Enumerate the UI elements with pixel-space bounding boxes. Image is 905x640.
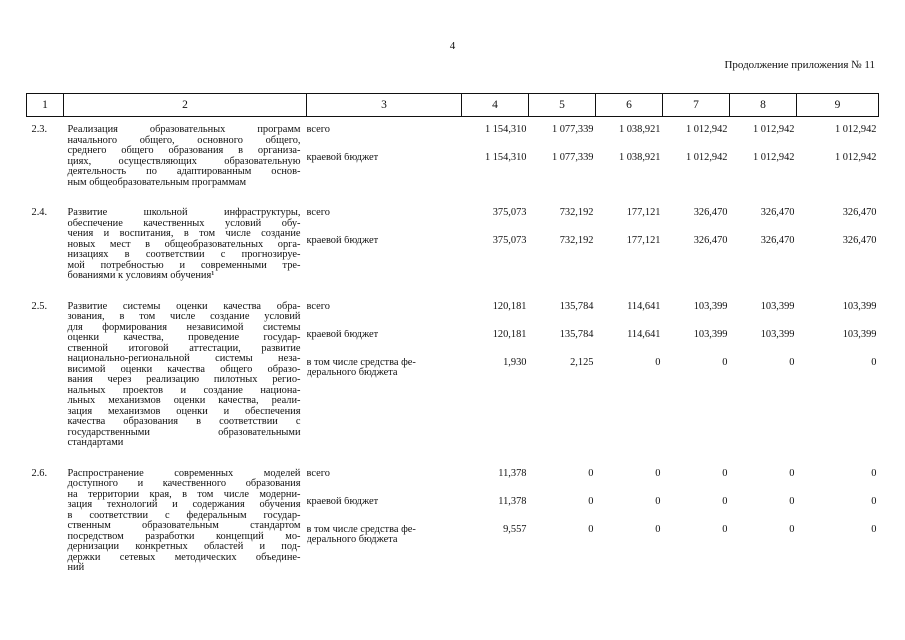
source-label: краевой бюджет	[306, 496, 379, 507]
value-cell: 9,557	[503, 524, 527, 535]
description-line: стандартами	[67, 437, 124, 448]
source-label: всего	[306, 301, 330, 312]
row-values-col-9	[797, 117, 879, 189]
description-line: низациях в соответствии с прогнозируе-	[67, 249, 301, 260]
description-line: Реализация образовательных программ	[67, 124, 301, 135]
description-line: нальных проектов и создание национа-	[67, 384, 301, 396]
description-line: деятельность по адаптированным основ-	[67, 166, 301, 177]
description-line: вания через реализацию пилотных регио-	[67, 374, 301, 385]
value-cell: 11,378	[498, 468, 527, 479]
description-line: на территории края, в том числе модерни-	[67, 488, 301, 500]
row-values-col-4	[462, 302, 529, 449]
header-cell-7: 7	[663, 94, 730, 117]
value-cell: 0	[871, 496, 877, 507]
value-cell: 0	[871, 468, 877, 479]
source-label: краевой бюджет	[306, 153, 379, 163]
value-cell: 0	[655, 357, 661, 368]
table-row	[27, 302, 879, 449]
table-row	[27, 469, 879, 574]
row-values-col-6	[596, 469, 663, 574]
value-cell: 0	[789, 468, 795, 479]
description-line: висимой оценки качества общего образо-	[67, 363, 301, 375]
row-values-col-5	[529, 302, 596, 449]
value-cell: 1 012,942	[685, 125, 728, 135]
value-cell: 177,121	[626, 236, 661, 246]
value-cell: 120,181	[492, 301, 527, 312]
description-line: ственной итоговой аттестации, развитие	[67, 342, 301, 354]
value-cell: 326,470	[760, 208, 795, 218]
row-values-col-8	[730, 469, 797, 574]
value-cell: 1 012,942	[834, 153, 877, 163]
description-line: начального общего, основного общего,	[67, 134, 301, 146]
description-line: ственным образовательным стандартом	[67, 520, 301, 531]
row-values-col-9	[797, 208, 879, 282]
header-cell-2: 2	[64, 94, 307, 117]
value-cell: 103,399	[693, 301, 728, 312]
value-cell: 120,181	[492, 329, 527, 340]
appendix-continuation-note: Продолжение приложения № 11	[724, 59, 875, 71]
header-cell-9: 9	[797, 94, 879, 117]
value-cell: 177,121	[626, 208, 661, 218]
value-cell: 0	[655, 524, 661, 535]
description-line: государственными образовательными	[67, 426, 301, 438]
row-values-col-8	[730, 302, 797, 449]
value-cell: 0	[655, 496, 661, 507]
header-cell-5: 5	[529, 94, 596, 117]
budget-table	[26, 93, 879, 574]
description-line: зация технологий и содержания обучения	[67, 499, 301, 510]
row-spacer	[27, 282, 879, 302]
value-cell: 0	[588, 468, 594, 479]
row-values-col-4	[462, 117, 529, 189]
description-line: Распространение современных моделей	[67, 467, 301, 479]
row-spacer-cell	[27, 188, 879, 208]
description-line: льных механизмов оценки качества, реали-	[67, 395, 301, 406]
value-cell: 1 077,339	[551, 125, 594, 135]
description-line: мой потребностью и современными тре-	[67, 259, 301, 271]
source-label: в том числе средства фе-дерального бюджета	[306, 357, 416, 378]
value-cell: 103,399	[760, 301, 795, 312]
row-values-col-6	[596, 117, 663, 189]
header-row	[27, 94, 879, 117]
row-index: 2.3.	[31, 124, 48, 135]
value-cell: 1 038,921	[618, 153, 661, 163]
value-cell: 11,378	[498, 496, 527, 507]
row-values-col-6	[596, 302, 663, 449]
description-line: Развитие системы оценки качества обра-	[67, 300, 301, 312]
value-cell: 1 012,942	[752, 153, 795, 163]
row-values-col-8	[730, 117, 797, 189]
value-cell: 1 077,339	[551, 153, 594, 163]
row-values-col-7	[663, 469, 730, 574]
description-line: доступного и качественного образования	[67, 478, 301, 489]
row-spacer-cell	[27, 282, 879, 302]
description-line: обеспечение качественных условий обу-	[67, 217, 301, 229]
value-cell: 375,073	[492, 236, 527, 246]
row-description	[64, 208, 307, 282]
value-cell: 0	[722, 357, 728, 368]
value-cell: 326,470	[693, 208, 728, 218]
source-label: всего	[306, 125, 330, 135]
row-index: 2.6.	[31, 467, 48, 479]
value-cell: 1 038,921	[618, 125, 661, 135]
description-line: ний	[67, 562, 85, 573]
row-values-col-5	[529, 469, 596, 574]
value-cell: 732,192	[559, 208, 594, 218]
row-description	[64, 117, 307, 189]
description-line: дернизации конкретных областей и под-	[67, 541, 301, 552]
row-values-col-7	[663, 117, 730, 189]
header-cell-3: 3	[307, 94, 462, 117]
row-index: 2.5.	[31, 300, 48, 312]
row-spacer	[27, 188, 879, 208]
value-cell: 0	[722, 524, 728, 535]
table-row	[27, 208, 879, 282]
row-values-col-8	[730, 208, 797, 282]
row-index: 2.4.	[31, 207, 48, 218]
value-cell: 1 154,310	[484, 153, 527, 163]
value-cell: 2,125	[570, 357, 594, 368]
description-line: зования, в том числе создание условий	[67, 311, 301, 322]
page-number: 4	[449, 40, 456, 52]
value-cell: 0	[722, 468, 728, 479]
source-label: краевой бюджет	[306, 329, 379, 340]
row-values-col-6	[596, 208, 663, 282]
value-cell: 114,641	[627, 329, 661, 340]
row-values-col-9	[797, 302, 879, 449]
value-cell: 326,470	[693, 236, 728, 246]
description-line: держки сетевых методических объедине-	[67, 551, 301, 563]
description-line: зация механизмов оценки и обеспечения	[67, 405, 301, 417]
header-cell-6: 6	[596, 94, 663, 117]
header-cell-1: 1	[27, 94, 64, 117]
row-description	[64, 302, 307, 449]
description-line: качества образования в соответствии с	[67, 416, 301, 427]
description-line: новых мест в общеобразовательных орга-	[67, 238, 301, 250]
row-sources	[307, 302, 462, 449]
table-header	[27, 94, 879, 117]
value-cell: 375,073	[492, 208, 527, 218]
description-line: циях, осуществляющих образовательную	[67, 155, 301, 167]
value-cell: 1,930	[503, 357, 527, 368]
row-sources	[307, 469, 462, 574]
value-cell: 326,470	[842, 208, 877, 218]
description-line: в соответствии с федеральным государ-	[67, 509, 301, 521]
value-cell: 1 012,942	[685, 153, 728, 163]
value-cell: 0	[588, 524, 594, 535]
description-line: посредством разработки концепций мо-	[67, 530, 301, 542]
description-line: ным общеобразовательным программам	[67, 176, 247, 188]
value-cell: 326,470	[842, 236, 877, 246]
row-values-col-5	[529, 117, 596, 189]
value-cell: 103,399	[760, 329, 795, 340]
row-sources	[307, 208, 462, 282]
description-line: оценки качества, проведение государ-	[67, 332, 301, 343]
value-cell: 0	[655, 468, 661, 479]
row-values-col-4	[462, 208, 529, 282]
value-cell: 0	[789, 524, 795, 535]
description-line: национально-региональной системы неза-	[67, 353, 301, 364]
row-spacer	[27, 449, 879, 469]
description-line: среднего общего образования в организа-	[67, 145, 301, 156]
value-cell: 0	[722, 496, 728, 507]
value-cell: 0	[789, 496, 795, 507]
value-cell: 732,192	[559, 236, 594, 246]
row-values-col-7	[663, 208, 730, 282]
value-cell: 0	[789, 357, 795, 368]
value-cell: 1 012,942	[752, 125, 795, 135]
source-label: всего	[306, 208, 330, 218]
value-cell: 0	[871, 524, 877, 535]
row-values-col-5	[529, 208, 596, 282]
value-cell: 326,470	[760, 236, 795, 246]
value-cell: 103,399	[842, 301, 877, 312]
row-values-col-4	[462, 469, 529, 574]
description-line: для формирования независимой системы	[67, 321, 301, 333]
value-cell: 114,641	[627, 301, 661, 312]
value-cell: 135,784	[559, 329, 594, 340]
description-line: Развитие школьной инфраструктуры,	[67, 207, 301, 218]
row-values-col-7	[663, 302, 730, 449]
header-cell-8: 8	[730, 94, 797, 117]
table-row	[27, 117, 879, 189]
table-body	[27, 117, 879, 574]
value-cell: 135,784	[559, 301, 594, 312]
header-cell-4: 4	[462, 94, 529, 117]
description-line: бованиями к условиям обучения¹	[67, 270, 215, 281]
row-values-col-9	[797, 469, 879, 574]
value-cell: 0	[871, 357, 877, 368]
value-cell: 1 012,942	[834, 125, 877, 135]
value-cell: 0	[588, 496, 594, 507]
value-cell: 103,399	[842, 329, 877, 340]
description-line: чения и воспитания, в том числе создание	[67, 228, 301, 239]
row-description	[64, 469, 307, 574]
value-cell: 1 154,310	[484, 125, 527, 135]
source-label: в том числе средства фе-дерального бюджета	[306, 524, 416, 545]
row-spacer-cell	[27, 449, 879, 469]
source-label: краевой бюджет	[306, 236, 379, 246]
row-sources	[307, 117, 462, 189]
source-label: всего	[306, 468, 330, 479]
value-cell: 103,399	[693, 329, 728, 340]
